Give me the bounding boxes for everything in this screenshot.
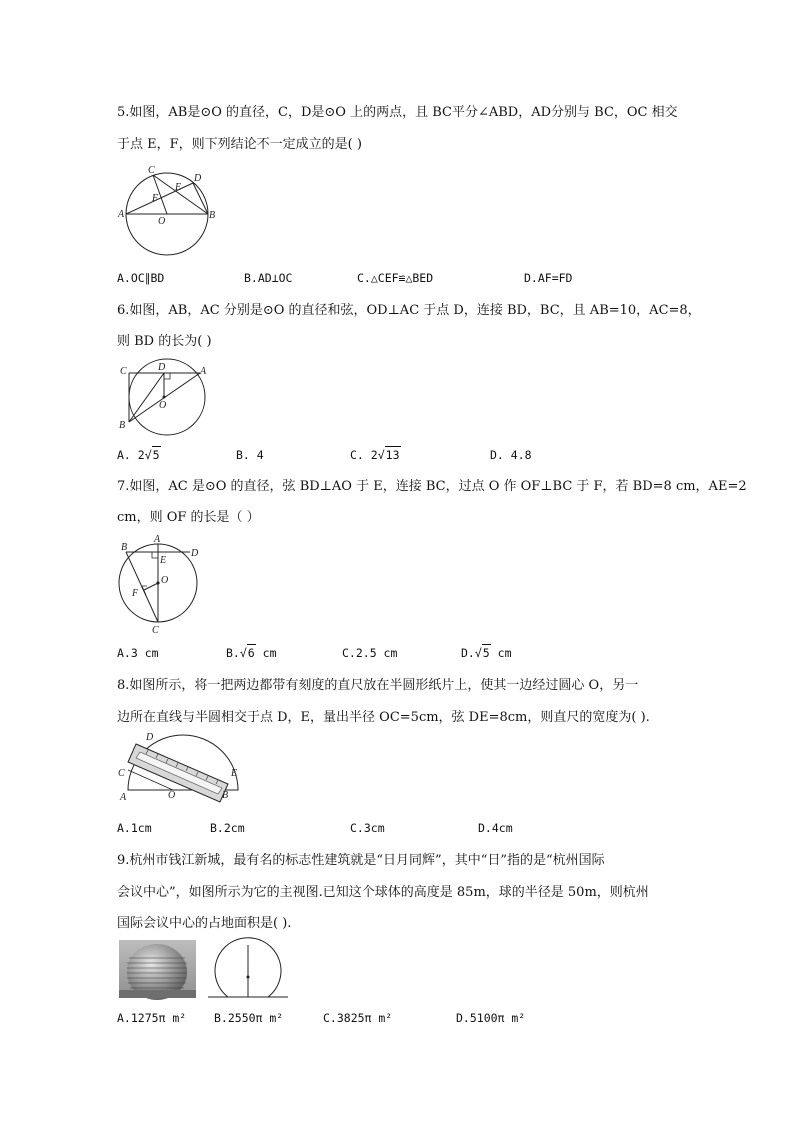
q5-label-e: E xyxy=(175,182,182,193)
q8-label-o: O xyxy=(168,790,176,801)
q7-label-o: O xyxy=(161,575,169,586)
q5-label-d: D xyxy=(194,173,202,184)
q7-option-d[interactable]: D.√5 cm xyxy=(461,646,512,660)
q9-option-b[interactable]: B.2550π m² xyxy=(214,1011,284,1025)
q9-option-a[interactable]: A.1275π m² xyxy=(117,1011,187,1025)
q9-stem-line-3: 国际会议中心的占地面积是( ). xyxy=(117,916,292,931)
q8-stem-line-1: 8.如图所示，将一把两边都带有刻度的直尺放在半圆形纸片上，使其一边经过圆心 O，另一 xyxy=(117,678,639,693)
q5-option-c[interactable]: C.△CEF≌△BED xyxy=(357,271,434,285)
q8-stem-line-2: 边所在直线与半圆相交于点 D，E，量出半径 OC=5cm，弦 DE=8cm，则直尺的宽度为( ). xyxy=(117,710,650,725)
q7-figure xyxy=(118,534,208,636)
q7-option-c[interactable]: C.2.5 cm xyxy=(342,646,398,660)
q7-stem-line-1: 7.如图，AC 是⊙O 的直径，弦 BD⊥AO 于 E，连接 BC，过点 O 作 OF⊥BC 于 F，若 BD=8 cm，AE=2 xyxy=(117,479,747,494)
q5-chord-bd xyxy=(193,183,208,214)
q8-ruler xyxy=(128,744,228,802)
q7-option-b-radicand: 6 xyxy=(247,646,255,660)
q7-label-e: E xyxy=(160,555,167,566)
q5-label-f: F xyxy=(152,193,159,204)
q9-stem-line-1: 9.杭州市钱江新城，最有名的标志性建筑就是“日月同辉”，其中“日”指的是“杭州国际 xyxy=(117,853,605,868)
q8-option-b[interactable]: B.2cm xyxy=(210,821,245,835)
q6-right-angle xyxy=(164,373,170,379)
q6-option-c[interactable]: C. 2√13 xyxy=(350,448,400,462)
q6-option-a[interactable]: A. 2√5 xyxy=(117,448,160,462)
q6-stem-line-2: 则 BD 的长为( ) xyxy=(117,334,212,349)
q8-label-a: A xyxy=(120,792,127,803)
q7-label-a: A xyxy=(154,534,161,545)
q6-label-b: B xyxy=(119,420,126,431)
q7-option-d-radicand: 5 xyxy=(482,646,490,660)
q8-figure xyxy=(118,730,248,814)
q5-figure xyxy=(118,165,218,257)
q6-option-a-radicand: 5 xyxy=(152,448,160,462)
q7-label-c: C xyxy=(152,625,159,636)
q7-option-a[interactable]: A.3 cm xyxy=(117,646,159,660)
q6-option-b[interactable]: B. 4 xyxy=(236,448,264,462)
q6-line-bd xyxy=(129,373,167,422)
q7-label-b: B xyxy=(121,542,128,553)
q9-front-view xyxy=(206,940,290,1002)
q9-option-c[interactable]: C.3825π m² xyxy=(323,1011,393,1025)
q6-option-d[interactable]: D. 4.8 xyxy=(490,448,532,462)
q5-label-b: B xyxy=(209,210,216,221)
q8-label-b: B xyxy=(222,790,229,801)
q7-line-of xyxy=(144,583,158,590)
q5-option-b[interactable]: B.AD⊥OC xyxy=(244,271,293,285)
q5-stem-line-1: 5.如图，AB是⊙O 的直径，C，D是⊙O 上的两点，且 BC平分∠ABD，AD分别与 BC，OC 相交 xyxy=(117,105,678,120)
q6-label-d: D xyxy=(158,362,166,373)
q8-option-a[interactable]: A.1cm xyxy=(117,821,152,835)
q8-label-c: C xyxy=(118,768,125,779)
q8-label-e: E xyxy=(231,768,238,779)
q6-option-c-radicand: 13 xyxy=(385,448,400,462)
q5-label-a: A xyxy=(118,209,125,220)
q6-stem-line-1: 6.如图，AB，AC 分别是⊙O 的直径和弦，OD⊥AC 于点 D，连接 BD，BC，且 AB=10，AC=8， xyxy=(117,303,701,318)
q7-stem-line-2: cm，则 OF 的长是（ ） xyxy=(117,510,260,525)
q6-label-a: A xyxy=(200,366,207,377)
q6-circle xyxy=(129,359,205,435)
q6-label-c: C xyxy=(120,366,127,377)
q6-figure xyxy=(118,358,210,440)
q5-option-d[interactable]: D.AF=FD xyxy=(524,271,573,285)
q7-label-f: F xyxy=(132,588,139,599)
q7-label-d: D xyxy=(191,548,199,559)
q5-stem-line-2: 于点 E，F，则下列结论不一定成立的是( ) xyxy=(117,137,362,152)
q5-option-a[interactable]: A.OC∥BD xyxy=(117,271,165,285)
q5-label-o: O xyxy=(158,216,166,227)
q8-option-c[interactable]: C.3cm xyxy=(350,821,385,835)
q9-stem-line-2: 会议中心”，如图所示为它的主视图.已知这个球体的高度是 85m，球的半径是 50m，则杭州 xyxy=(117,885,649,900)
q9-option-d[interactable]: D.5100π m² xyxy=(456,1011,526,1025)
q7-right-angle-e xyxy=(152,552,158,558)
q8-option-d[interactable]: D.4cm xyxy=(478,821,513,835)
q6-label-o: O xyxy=(159,400,167,411)
q9-photo xyxy=(119,940,196,998)
q8-label-d: D xyxy=(146,732,154,743)
q5-label-c: C xyxy=(148,165,155,176)
q7-option-b[interactable]: B.√6 cm xyxy=(226,646,277,660)
